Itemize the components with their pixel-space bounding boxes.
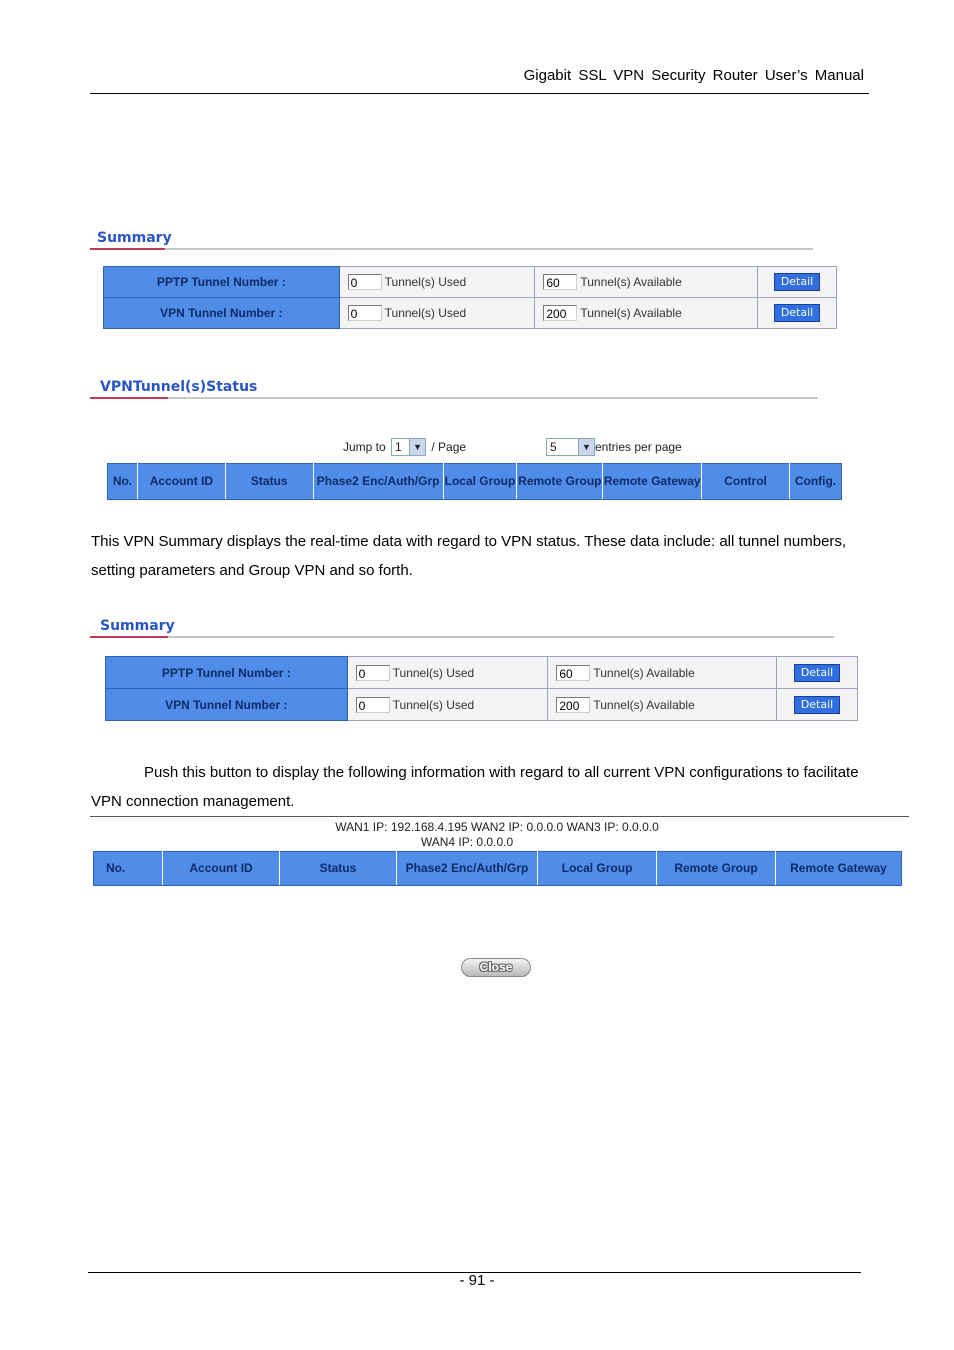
page-select-value: 1 [395, 440, 402, 454]
vpn-used-field[interactable]: 0 [348, 305, 382, 321]
chevron-down-icon: ▼ [409, 439, 425, 455]
tunnel-status-header [107, 463, 842, 500]
pptp-used-field[interactable]: 0 [348, 274, 382, 290]
jump-to-label: Jump to [343, 440, 386, 454]
available-label: Tunnel(s) Available [580, 306, 682, 320]
entries-per-page-label: entries per page [595, 440, 682, 454]
header-rule [90, 93, 869, 94]
used-label: Tunnel(s) Used [392, 665, 475, 680]
vpn-detail-cell [777, 689, 858, 721]
title-rule [168, 636, 834, 638]
summary-description: This VPN Summary displays the real-time data with regard to VPN status. These data include: all tunnel numbers, setting parameters and Group VPN and so forth. [91, 533, 847, 579]
table-row [94, 852, 902, 886]
title-rule [165, 248, 813, 250]
summary-table [103, 266, 837, 329]
summary-title: Summary [100, 618, 175, 634]
pptp-available-cell [535, 267, 758, 298]
vpn-detail-cell [758, 298, 837, 329]
vpn-tunnel-label: VPN Tunnel Number : [104, 298, 340, 329]
col-control: Control [702, 464, 790, 500]
close-button[interactable]: Close [461, 958, 531, 977]
entries-select[interactable] [546, 438, 595, 456]
pptp-detail-button[interactable]: Detail [774, 273, 820, 291]
title-underline [90, 248, 165, 250]
table-row [106, 657, 858, 689]
vpn-available-field[interactable]: 200 [556, 697, 590, 713]
col-status: Status [279, 852, 396, 886]
col-no: No. [108, 464, 138, 500]
detail-header [93, 851, 902, 886]
wan-ip-line-2: WAN4 IP: 0.0.0.0 [420, 835, 514, 849]
pptp-detail-cell [758, 267, 837, 298]
title-underline [90, 397, 168, 399]
summary-title: Summary [97, 230, 172, 246]
pptp-used-cell [347, 657, 548, 689]
col-phase2: Phase2 Enc/Auth/Grp [313, 464, 443, 500]
col-config: Config. [789, 464, 841, 500]
col-remote-group: Remote Group [657, 852, 776, 886]
summary-table [105, 656, 858, 721]
title-underline [90, 636, 168, 638]
col-phase2: Phase2 Enc/Auth/Grp [396, 852, 537, 886]
detail-description: Push this button to display the following information with regard to all current VPN configurations to facilitate VPN connection management. [91, 764, 859, 810]
vpn-detail-button[interactable]: Detail [774, 304, 820, 322]
vpn-tunnel-label: VPN Tunnel Number : [106, 689, 348, 721]
pptp-tunnel-label: PPTP Tunnel Number : [106, 657, 348, 689]
col-status: Status [225, 464, 313, 500]
pptp-available-field[interactable]: 60 [543, 274, 577, 290]
manual-title: Gigabit SSL VPN Security Router User’s Manual [523, 67, 864, 84]
col-remote-gateway: Remote Gateway [603, 464, 702, 500]
entries-row [546, 438, 682, 456]
available-label: Tunnel(s) Available [593, 665, 695, 680]
page-select[interactable] [391, 438, 426, 456]
pagination-row [343, 438, 466, 456]
pptp-available-cell [548, 657, 777, 689]
vpn-available-field[interactable]: 200 [543, 305, 577, 321]
pptp-tunnel-label: PPTP Tunnel Number : [104, 267, 340, 298]
used-label: Tunnel(s) Used [384, 306, 467, 320]
used-label: Tunnel(s) Used [392, 697, 475, 712]
chevron-down-icon: ▼ [578, 439, 594, 455]
col-remote-gateway: Remote Gateway [775, 852, 901, 886]
page-number: - 91 - [459, 1272, 495, 1289]
pptp-available-field[interactable]: 60 [556, 665, 590, 681]
page-label: / Page [431, 440, 467, 454]
vpn-used-field[interactable]: 0 [356, 697, 390, 713]
pptp-detail-button[interactable]: Detail [794, 664, 840, 682]
detail-window-rule [90, 816, 909, 817]
pptp-used-field[interactable]: 0 [356, 665, 390, 681]
available-label: Tunnel(s) Available [580, 275, 682, 289]
wan-ip-line-1: WAN1 IP: 192.168.4.195 WAN2 IP: 0.0.0.0 WAN3 IP: 0.0.0.0 [335, 820, 659, 834]
available-label: Tunnel(s) Available [593, 697, 695, 712]
col-local-group: Local Group [538, 852, 657, 886]
col-account-id: Account ID [163, 852, 280, 886]
table-row [104, 298, 837, 329]
tunnel-status-title: VPNTunnel(s)Status [100, 379, 258, 395]
entries-select-value: 5 [550, 440, 557, 454]
title-rule [168, 397, 818, 399]
used-label: Tunnel(s) Used [384, 275, 467, 289]
col-no: No. [94, 852, 163, 886]
col-remote-group: Remote Group [517, 464, 603, 500]
table-row [108, 464, 842, 500]
col-local-group: Local Group [443, 464, 517, 500]
vpn-used-cell [339, 298, 535, 329]
pptp-detail-cell [777, 657, 858, 689]
pptp-used-cell [339, 267, 535, 298]
vpn-available-cell [548, 689, 777, 721]
vpn-available-cell [535, 298, 758, 329]
table-row [104, 267, 837, 298]
table-row [106, 689, 858, 721]
vpn-used-cell [347, 689, 548, 721]
col-account-id: Account ID [137, 464, 225, 500]
vpn-detail-button[interactable]: Detail [794, 696, 840, 714]
